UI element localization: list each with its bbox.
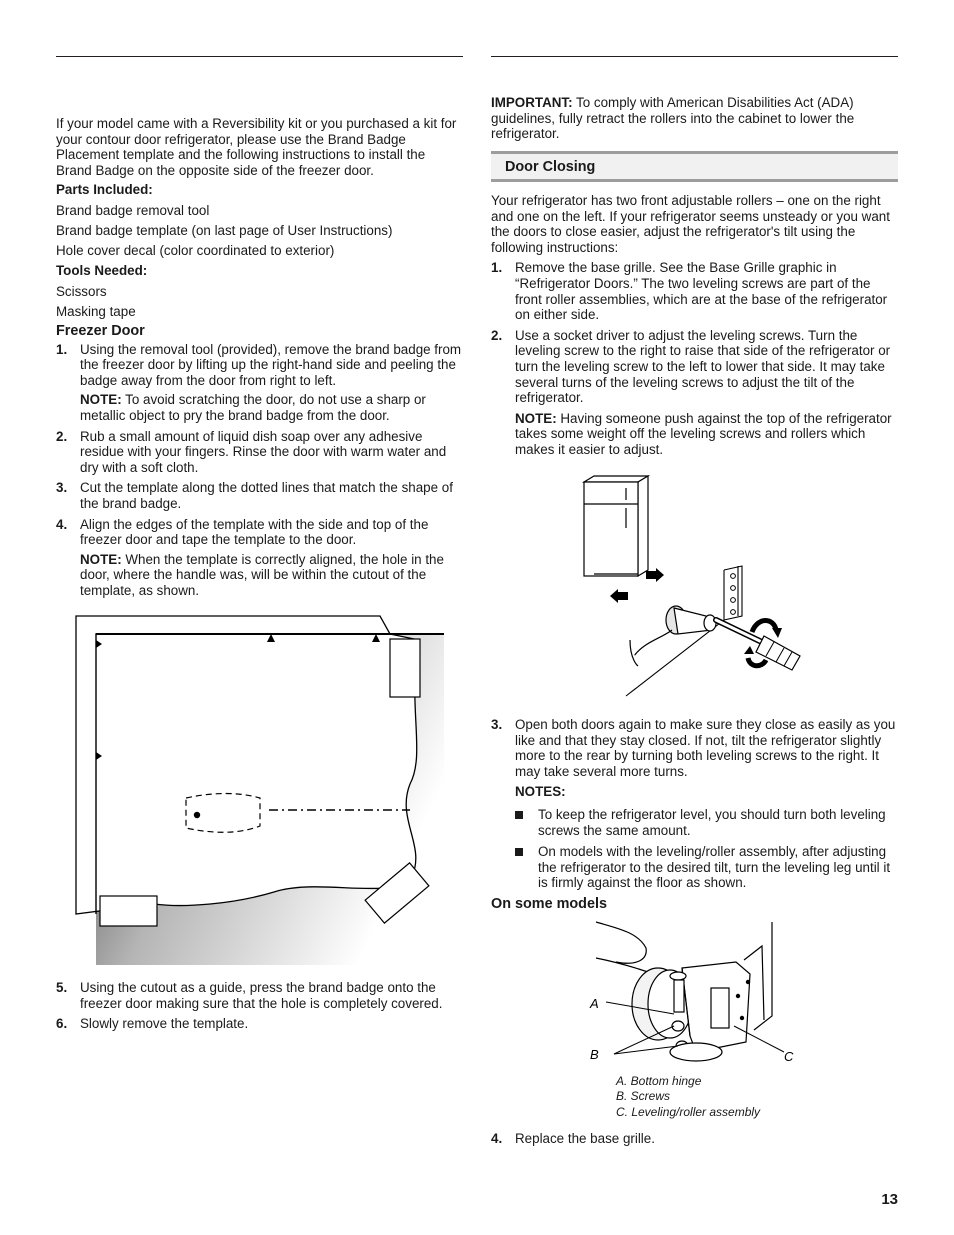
tools-item: Masking tape [56,303,136,319]
door-closing-intro: Your refrigerator has two front adjustable rollers – one on the right and one on the left. If your refrigerator seems unsteady or you want the doors to close easier, adjust the refrigerator's tilt using the following instructions: [491,193,890,255]
template-alignment-illustration [74,614,446,966]
page-number: 13 [881,1191,898,1208]
door-closing-heading: Door Closing [505,159,596,175]
notes-list [491,807,899,891]
step-number: 1. [56,341,68,357]
door-closing-steps [491,260,899,457]
socket-driver-icon [716,620,800,670]
step-number: 4. [56,516,68,532]
door-closing-section [491,193,899,458]
caption-line: A. Bottom hinge [616,1074,702,1088]
note-item: On models with the leveling/roller assembly, after adjusting the refrigerator to the desired tilt, turn the leveling leg until it is firmly against the floor as shown. [515,844,899,891]
hinge-bracket [670,962,750,1052]
tools-item: Scissors [56,283,107,299]
step-number: 2. [56,428,68,444]
top-rule-left [56,56,463,57]
step-item [491,1131,899,1147]
door-closing-steps-continued [491,717,899,800]
handle-hole [194,812,200,818]
parts-item: Hole cover decal (color coordinated to exterior) [56,243,335,259]
intro-paragraph: If your model came with a Reversibility kit or you purchased a kit for your contour door refrigerator, please use the Brand Badge Placement template and the following instructions to install the Brand Badge on the opposite side of the freezer door. [56,116,457,178]
step-number: 4. [491,1131,503,1146]
notes-label: NOTES: [515,784,566,800]
step-text: Remove the base grille. See the Base Grille graphic in “Refrigerator Doors.” The two leveling screws are part of the front roller assemblies, which are at the base of the refrigerator on either side. [515,260,888,323]
step-text: Replace the base grille. [515,1131,655,1146]
parts-heading: Parts Included: [56,182,153,198]
step-number: 5. [56,980,68,995]
step-note: NOTE: To avoid scratching the door, do not use a sharp or metallic object to pry the brand badge from the door. [80,392,426,423]
tape-piece [390,639,420,697]
door-closing-final-step [491,1131,899,1147]
callout-c: C [784,1049,794,1064]
step-note: NOTE: Having someone push against the top of the refrigerator takes some weight off the leveling screws and rollers which makes it easier to adjust. [515,410,892,457]
step-item [491,717,899,800]
leveling-leg-illustration [586,918,810,1068]
step-text: Align the edges of the template with the side and top of the freezer door and tape the template to the door. [80,516,429,548]
step-note: NOTE: When the template is correctly aligned, the hole in the door, where the handle was, will be within the cutout of the template, as shown. [80,551,444,598]
top-rule-right [491,56,898,57]
door-closing-section-continued [491,717,899,913]
step-text: Open both doors again to make sure they close as easily as you like and that they stay closed. If not, tilt the refrigerator slightly more to the rear by turning both leveling screws to the right. It may take several more turns. [515,717,896,779]
callout-a: A [590,996,599,1011]
step-number: 3. [56,480,68,496]
step-text: Slowly remove the template. [80,1016,249,1032]
step-item [56,517,464,599]
step-item [491,260,899,322]
step-number: 2. [491,327,503,343]
leveling-screw-illustration [578,470,812,698]
step-item [56,480,464,511]
refrigerator-icon [584,476,648,576]
tools-heading: Tools Needed: [56,263,148,279]
freezer-door-heading: Freezer Door [56,323,145,340]
callout-b: B [590,1047,599,1062]
step-text: Using the cutout as a guide, press the brand badge onto the freezer door making sure that the hole is completely covered. [80,980,443,1011]
step-number: 6. [56,1016,68,1032]
freezer-steps-continued [56,980,464,1032]
parts-item: Brand badge template (on last page of User Instructions) [56,223,393,239]
door-closing-banner [491,151,898,182]
note-item: To keep the refrigerator level, you should turn both leveling screws the same amount. [515,807,899,838]
step-number: 1. [491,260,503,276]
left-column [56,116,464,599]
tape-piece [100,896,157,926]
step-number: 3. [491,717,503,732]
step-item [56,342,464,424]
step-text: Cut the template along the dotted lines that match the shape of the brand badge. [80,480,453,511]
freezer-steps [56,342,464,599]
arrow-left-icon [610,589,628,603]
template-sheet [76,616,419,914]
step-text: Use a socket driver to adjust the leveling screws. Turn the leveling screw to the right to raise that side of the refrigerator or turn the leveling screw to the left to lower that side. It may take several turns of the leveling screws to adjust the tilt of the refrigerator. [515,327,891,406]
arrow-right-icon [646,568,664,582]
step-text: Using the removal tool (provided), remove the brand badge from the freezer door by lifting up the right-hand side and peeling the badge away from the door from right to left. [80,341,462,388]
important-note: IMPORTANT: To comply with American Disabilities Act (ADA) guidelines, fully retract the rollers into the cabinet to lower the refrigerator. [491,95,855,142]
step-item [491,328,899,458]
bullet-square-icon [515,848,523,856]
step-item [56,1016,464,1032]
step-item [56,429,464,476]
bullet-square-icon [515,811,523,819]
caption-line: B. Screws [616,1089,671,1104]
figure-caption [616,1074,866,1120]
step-text: Rub a small amount of liquid dish soap over any adhesive residue with your fingers. Rinse the door with warm water and dry with a soft cloth. [80,428,447,475]
parts-item: Brand badge removal tool [56,202,210,218]
on-some-models-heading: On some models [491,895,607,912]
step-item [56,980,464,1011]
caption-line: C. Leveling/roller assembly [616,1104,761,1119]
